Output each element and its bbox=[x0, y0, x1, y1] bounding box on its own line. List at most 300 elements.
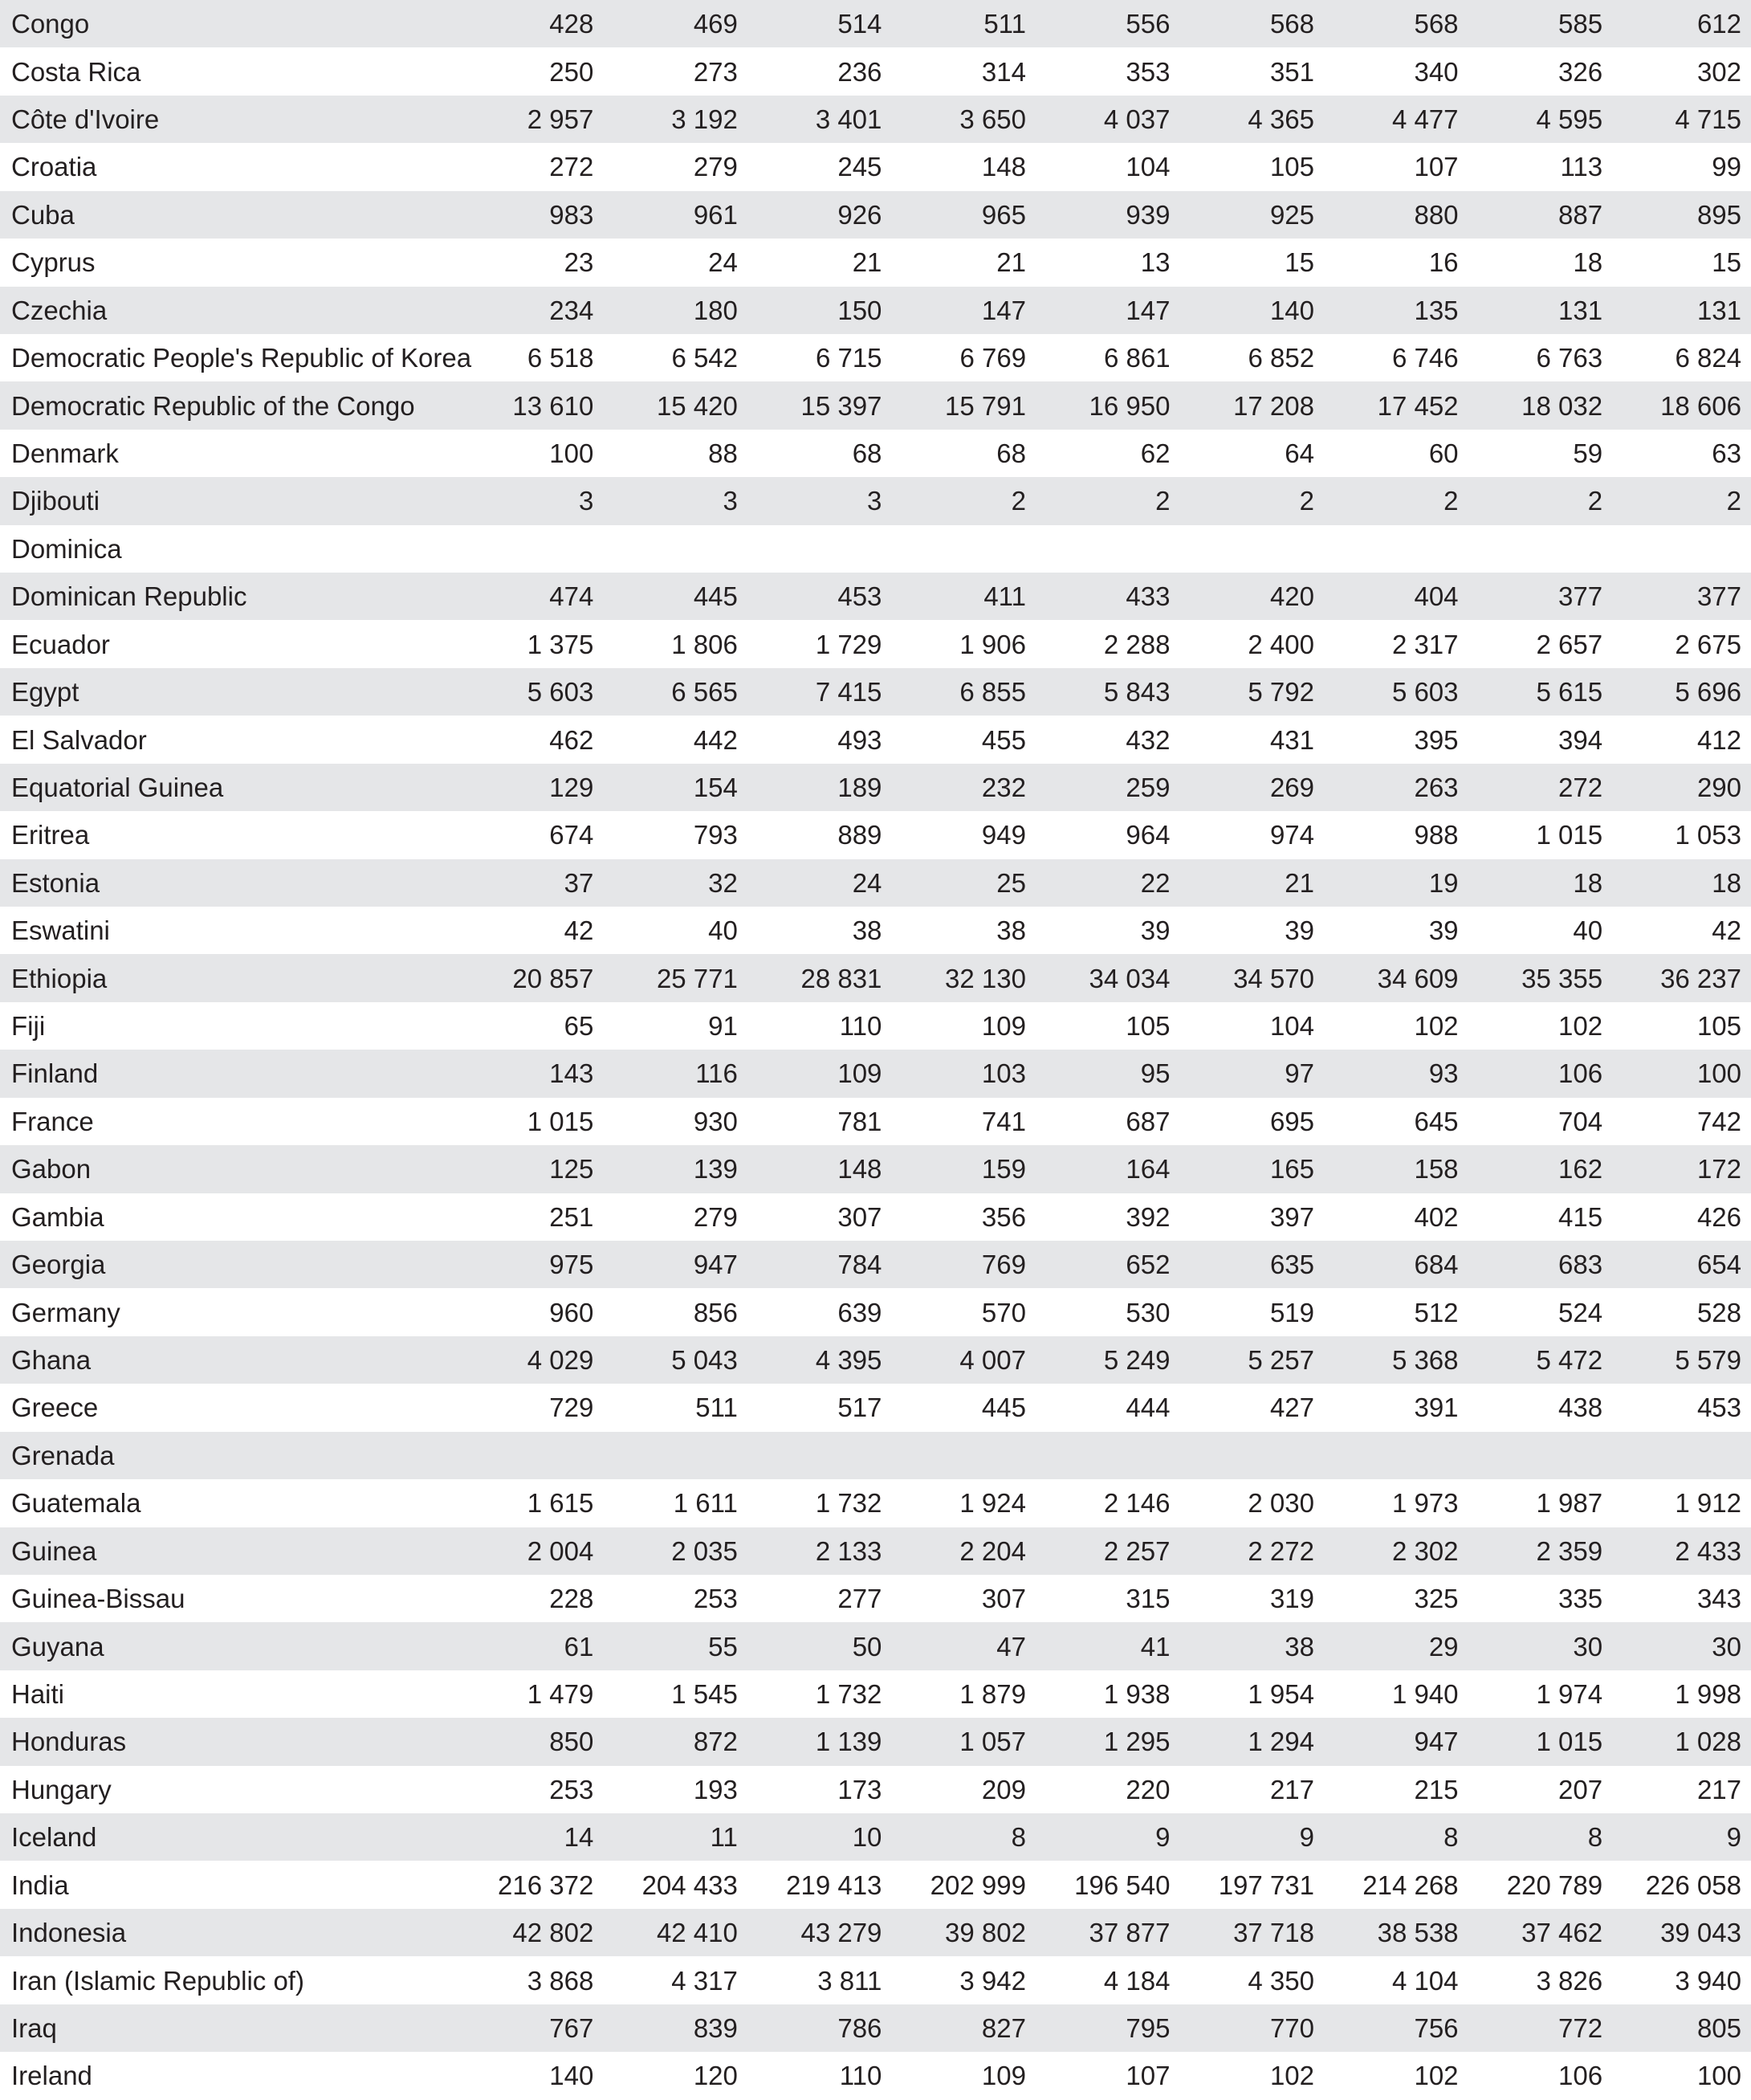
value-cell: 1 729 bbox=[815, 629, 882, 659]
value-cell: 250 bbox=[549, 56, 594, 87]
value-cell: 3 401 bbox=[815, 104, 882, 135]
value-cell: 28 831 bbox=[800, 963, 882, 993]
value-cell: 5 043 bbox=[671, 1345, 738, 1376]
value-cell: 947 bbox=[1414, 1727, 1459, 1757]
table-row bbox=[0, 287, 1751, 334]
value-cell: 251 bbox=[549, 1201, 594, 1232]
value-cell: 3 192 bbox=[671, 104, 738, 135]
value-cell: 6 565 bbox=[671, 677, 738, 707]
value-cell: 988 bbox=[1414, 820, 1459, 850]
value-cell: 895 bbox=[1696, 199, 1741, 230]
value-cell: 1 294 bbox=[1248, 1727, 1314, 1757]
table-row bbox=[0, 1479, 1751, 1527]
table-row bbox=[0, 668, 1751, 716]
value-cell: 42 410 bbox=[656, 1918, 738, 1948]
value-cell: 612 bbox=[1696, 9, 1741, 39]
value-cell: 2 bbox=[1155, 486, 1171, 516]
value-cell: 37 462 bbox=[1521, 1918, 1603, 1948]
value-cell: 5 249 bbox=[1103, 1345, 1171, 1376]
value-cell: 6 861 bbox=[1103, 343, 1171, 373]
value-cell: 35 355 bbox=[1521, 963, 1603, 993]
value-cell: 319 bbox=[1269, 1584, 1314, 1614]
value-cell: 3 868 bbox=[527, 1965, 594, 1996]
value-cell: 469 bbox=[693, 9, 738, 39]
value-cell: 1 611 bbox=[673, 1488, 738, 1519]
value-cell: 511 bbox=[695, 1393, 738, 1423]
value-cell: 850 bbox=[549, 1727, 594, 1757]
country-name-cell: Eswatini bbox=[11, 915, 110, 946]
value-cell: 39 bbox=[1285, 915, 1314, 946]
value-cell: 1 879 bbox=[959, 1678, 1026, 1709]
country-name-cell: Hungary bbox=[11, 1774, 112, 1804]
value-cell: 129 bbox=[549, 772, 594, 802]
value-cell: 42 bbox=[564, 915, 594, 946]
value-cell: 377 bbox=[1696, 581, 1741, 612]
value-cell: 236 bbox=[837, 56, 882, 87]
value-cell: 4 317 bbox=[671, 1965, 738, 1996]
value-cell: 568 bbox=[1414, 9, 1459, 39]
value-cell: 556 bbox=[1126, 9, 1171, 39]
value-cell: 519 bbox=[1269, 1297, 1314, 1327]
value-cell: 411 bbox=[983, 581, 1026, 612]
table-row bbox=[0, 764, 1751, 811]
value-cell: 1 375 bbox=[527, 629, 594, 659]
table-row bbox=[0, 2052, 1751, 2099]
value-cell: 148 bbox=[981, 152, 1026, 182]
table-row bbox=[0, 811, 1751, 858]
value-cell: 139 bbox=[693, 1154, 738, 1185]
country-name-cell: Guinea-Bissau bbox=[11, 1584, 185, 1614]
value-cell: 2 288 bbox=[1103, 629, 1171, 659]
value-cell: 104 bbox=[1269, 1011, 1314, 1042]
value-cell: 2 257 bbox=[1103, 1535, 1171, 1566]
value-cell: 444 bbox=[1126, 1393, 1171, 1423]
value-cell: 392 bbox=[1126, 1201, 1171, 1232]
country-name-cell: Gambia bbox=[11, 1201, 104, 1232]
value-cell: 18 bbox=[1573, 247, 1603, 278]
value-cell: 420 bbox=[1269, 581, 1314, 612]
value-cell: 18 bbox=[1573, 867, 1603, 898]
value-cell: 20 857 bbox=[512, 963, 594, 993]
value-cell: 93 bbox=[1428, 1058, 1459, 1089]
value-cell: 105 bbox=[1269, 152, 1314, 182]
value-cell: 684 bbox=[1414, 1250, 1459, 1280]
value-cell: 4 184 bbox=[1103, 1965, 1171, 1996]
value-cell: 8 bbox=[1587, 1822, 1603, 1853]
country-name-cell: Eritrea bbox=[11, 820, 90, 850]
value-cell: 165 bbox=[1269, 1154, 1314, 1185]
value-cell: 442 bbox=[693, 724, 738, 755]
value-cell: 68 bbox=[996, 438, 1026, 468]
table-row bbox=[0, 1718, 1751, 1765]
value-cell: 4 595 bbox=[1536, 104, 1603, 135]
table-row bbox=[0, 1336, 1751, 1384]
value-cell: 965 bbox=[981, 199, 1026, 230]
value-cell: 209 bbox=[981, 1774, 1026, 1804]
value-cell: 40 bbox=[708, 915, 738, 946]
value-cell: 62 bbox=[1140, 438, 1171, 468]
value-cell: 3 942 bbox=[959, 1965, 1026, 1996]
value-cell: 415 bbox=[1558, 1201, 1603, 1232]
table-row bbox=[0, 334, 1751, 381]
value-cell: 131 bbox=[1696, 295, 1741, 325]
value-cell: 38 bbox=[1285, 1631, 1314, 1662]
value-cell: 18 bbox=[1712, 867, 1741, 898]
value-cell: 880 bbox=[1414, 199, 1459, 230]
value-cell: 1 732 bbox=[815, 1488, 882, 1519]
value-cell: 196 540 bbox=[1074, 1870, 1171, 1900]
value-cell: 1 053 bbox=[1675, 820, 1741, 850]
value-cell: 15 bbox=[1285, 247, 1314, 278]
value-cell: 742 bbox=[1696, 1106, 1741, 1136]
value-cell: 102 bbox=[1558, 1011, 1603, 1042]
value-cell: 215 bbox=[1414, 1774, 1459, 1804]
value-cell: 377 bbox=[1558, 581, 1603, 612]
value-cell: 1 973 bbox=[1391, 1488, 1459, 1519]
value-cell: 769 bbox=[981, 1250, 1026, 1280]
value-cell: 1 015 bbox=[1536, 820, 1603, 850]
value-cell: 925 bbox=[1269, 199, 1314, 230]
country-name-cell: Democratic People's Republic of Korea bbox=[11, 343, 472, 373]
value-cell: 164 bbox=[1126, 1154, 1171, 1185]
value-cell: 4 715 bbox=[1675, 104, 1741, 135]
value-cell: 2 657 bbox=[1536, 629, 1603, 659]
value-cell: 40 bbox=[1573, 915, 1603, 946]
country-name-cell: Côte d'Ivoire bbox=[11, 104, 160, 135]
value-cell: 42 802 bbox=[512, 1918, 594, 1948]
table-row bbox=[0, 716, 1751, 763]
value-cell: 438 bbox=[1558, 1393, 1603, 1423]
value-cell: 326 bbox=[1558, 56, 1603, 87]
value-cell: 474 bbox=[549, 581, 594, 612]
table-row bbox=[0, 191, 1751, 239]
table-row bbox=[0, 1098, 1751, 1145]
value-cell: 109 bbox=[981, 2061, 1026, 2091]
value-cell: 17 452 bbox=[1377, 390, 1459, 421]
value-cell: 767 bbox=[549, 2012, 594, 2043]
value-cell: 335 bbox=[1558, 1584, 1603, 1614]
value-cell: 2 957 bbox=[527, 104, 594, 135]
table-row bbox=[0, 954, 1751, 1001]
value-cell: 2 433 bbox=[1675, 1535, 1741, 1566]
value-cell: 279 bbox=[693, 1201, 738, 1232]
value-cell: 4 365 bbox=[1248, 104, 1314, 135]
country-name-cell: Guinea bbox=[11, 1535, 97, 1566]
value-cell: 793 bbox=[693, 820, 738, 850]
country-name-cell: Ireland bbox=[11, 2061, 92, 2091]
value-cell: 216 372 bbox=[498, 1870, 594, 1900]
value-cell: 16 bbox=[1428, 247, 1459, 278]
value-cell: 343 bbox=[1696, 1584, 1741, 1614]
value-cell: 983 bbox=[549, 199, 594, 230]
value-cell: 315 bbox=[1126, 1584, 1171, 1614]
value-cell: 65 bbox=[564, 1011, 594, 1042]
value-cell: 453 bbox=[837, 581, 882, 612]
value-cell: 704 bbox=[1558, 1106, 1603, 1136]
value-cell: 5 603 bbox=[527, 677, 594, 707]
value-cell: 493 bbox=[837, 724, 882, 755]
value-cell: 2 204 bbox=[959, 1535, 1026, 1566]
value-cell: 11 bbox=[710, 1822, 738, 1853]
value-cell: 1 139 bbox=[815, 1727, 882, 1757]
value-cell: 13 bbox=[1140, 247, 1171, 278]
country-name-cell: Democratic Republic of the Congo bbox=[11, 390, 415, 421]
value-cell: 228 bbox=[549, 1584, 594, 1614]
value-cell: 302 bbox=[1696, 56, 1741, 87]
value-cell: 397 bbox=[1269, 1201, 1314, 1232]
value-cell: 217 bbox=[1269, 1774, 1314, 1804]
value-cell: 193 bbox=[693, 1774, 738, 1804]
value-cell: 6 852 bbox=[1248, 343, 1315, 373]
value-cell: 55 bbox=[708, 1631, 738, 1662]
table-row bbox=[0, 907, 1751, 954]
value-cell: 234 bbox=[549, 295, 594, 325]
value-cell: 786 bbox=[837, 2012, 882, 2043]
table-row bbox=[0, 1909, 1751, 1956]
country-name-cell: Grenada bbox=[11, 1440, 115, 1470]
value-cell: 25 bbox=[996, 867, 1026, 898]
table-row bbox=[0, 96, 1751, 143]
value-cell: 64 bbox=[1285, 438, 1314, 468]
table-row bbox=[0, 573, 1751, 620]
value-cell: 1 015 bbox=[1536, 1727, 1603, 1757]
table-row bbox=[0, 1288, 1751, 1335]
value-cell: 272 bbox=[1558, 772, 1603, 802]
table-row bbox=[0, 525, 1751, 573]
value-cell: 253 bbox=[693, 1584, 738, 1614]
value-cell: 22 bbox=[1140, 867, 1171, 898]
value-cell: 42 bbox=[1712, 915, 1741, 946]
value-cell: 4 029 bbox=[527, 1345, 594, 1376]
value-cell: 839 bbox=[693, 2012, 738, 2043]
value-cell: 105 bbox=[1696, 1011, 1741, 1042]
country-name-cell: Denmark bbox=[11, 438, 119, 468]
value-cell: 21 bbox=[852, 247, 882, 278]
value-cell: 1 806 bbox=[671, 629, 738, 659]
value-cell: 512 bbox=[1414, 1297, 1459, 1327]
value-cell: 272 bbox=[549, 152, 594, 182]
value-cell: 1 940 bbox=[1391, 1678, 1459, 1709]
value-cell: 2 bbox=[1011, 486, 1026, 516]
country-name-cell: Costa Rica bbox=[11, 56, 141, 87]
value-cell: 2 359 bbox=[1536, 1535, 1603, 1566]
value-cell: 220 789 bbox=[1506, 1870, 1603, 1900]
value-cell: 38 538 bbox=[1377, 1918, 1459, 1948]
value-cell: 462 bbox=[549, 724, 594, 755]
value-cell: 207 bbox=[1558, 1774, 1603, 1804]
value-cell: 226 058 bbox=[1645, 1870, 1741, 1900]
value-cell: 1 057 bbox=[959, 1727, 1026, 1757]
value-cell: 91 bbox=[708, 1011, 738, 1042]
value-cell: 15 420 bbox=[656, 390, 738, 421]
value-cell: 154 bbox=[693, 772, 738, 802]
table-row bbox=[0, 1145, 1751, 1193]
country-name-cell: Georgia bbox=[11, 1250, 106, 1280]
value-cell: 2 133 bbox=[815, 1535, 882, 1566]
value-cell: 432 bbox=[1126, 724, 1171, 755]
country-name-cell: Gabon bbox=[11, 1154, 92, 1185]
value-cell: 517 bbox=[837, 1393, 882, 1423]
table-row bbox=[0, 1575, 1751, 1622]
country-name-cell: France bbox=[11, 1106, 94, 1136]
value-cell: 568 bbox=[1269, 9, 1314, 39]
value-cell: 63 bbox=[1712, 438, 1741, 468]
value-cell: 6 824 bbox=[1675, 343, 1742, 373]
country-name-cell: Dominican Republic bbox=[11, 581, 247, 612]
value-cell: 245 bbox=[837, 152, 882, 182]
value-cell: 5 615 bbox=[1536, 677, 1603, 707]
value-cell: 39 bbox=[1428, 915, 1459, 946]
table-row bbox=[0, 1956, 1751, 2004]
country-name-cell: Congo bbox=[11, 9, 90, 39]
country-name-cell: Ethiopia bbox=[11, 963, 108, 993]
value-cell: 639 bbox=[837, 1297, 882, 1327]
value-cell: 197 731 bbox=[1218, 1870, 1314, 1900]
value-cell: 431 bbox=[1269, 724, 1314, 755]
value-cell: 6 769 bbox=[959, 343, 1027, 373]
value-cell: 173 bbox=[837, 1774, 882, 1804]
value-cell: 269 bbox=[1269, 772, 1314, 802]
value-cell: 50 bbox=[852, 1631, 882, 1662]
value-cell: 887 bbox=[1558, 199, 1603, 230]
value-cell: 15 791 bbox=[945, 390, 1026, 421]
value-cell: 585 bbox=[1558, 9, 1603, 39]
table-row bbox=[0, 381, 1751, 429]
value-cell: 150 bbox=[837, 295, 882, 325]
value-cell: 1 974 bbox=[1536, 1678, 1603, 1709]
country-name-cell: Fiji bbox=[11, 1011, 46, 1042]
value-cell: 106 bbox=[1558, 1058, 1603, 1089]
value-cell: 939 bbox=[1126, 199, 1171, 230]
value-cell: 34 609 bbox=[1377, 963, 1459, 993]
value-cell: 2 146 bbox=[1103, 1488, 1171, 1519]
value-cell: 15 bbox=[1712, 247, 1741, 278]
country-name-cell: Iraq bbox=[11, 2012, 57, 2043]
value-cell: 2 030 bbox=[1248, 1488, 1314, 1519]
value-cell: 37 718 bbox=[1233, 1918, 1314, 1948]
value-cell: 6 763 bbox=[1536, 343, 1603, 373]
value-cell: 8 bbox=[1011, 1822, 1026, 1853]
value-cell: 5 579 bbox=[1675, 1345, 1741, 1376]
value-cell: 445 bbox=[693, 581, 738, 612]
value-cell: 687 bbox=[1126, 1106, 1171, 1136]
value-cell: 570 bbox=[981, 1297, 1026, 1327]
country-name-cell: India bbox=[11, 1870, 69, 1900]
value-cell: 3 811 bbox=[817, 1965, 882, 1996]
value-cell: 7 415 bbox=[815, 677, 882, 707]
value-cell: 1 615 bbox=[527, 1488, 594, 1519]
value-cell: 9 bbox=[1155, 1822, 1171, 1853]
value-cell: 140 bbox=[1269, 295, 1314, 325]
country-name-cell: Germany bbox=[11, 1297, 120, 1327]
value-cell: 23 bbox=[564, 247, 594, 278]
value-cell: 683 bbox=[1558, 1250, 1603, 1280]
value-cell: 528 bbox=[1696, 1297, 1741, 1327]
value-cell: 9 bbox=[1299, 1822, 1314, 1853]
value-cell: 1 987 bbox=[1536, 1488, 1603, 1519]
value-cell: 180 bbox=[693, 295, 738, 325]
value-cell: 21 bbox=[1285, 867, 1314, 898]
value-cell: 5 603 bbox=[1391, 677, 1459, 707]
country-name-cell: Croatia bbox=[11, 152, 97, 182]
value-cell: 32 130 bbox=[945, 963, 1026, 993]
value-cell: 770 bbox=[1269, 2012, 1314, 2043]
country-name-cell: Guatemala bbox=[11, 1488, 141, 1519]
value-cell: 37 877 bbox=[1089, 1918, 1171, 1948]
country-name-cell: Guyana bbox=[11, 1631, 104, 1662]
table-row bbox=[0, 143, 1751, 190]
value-cell: 428 bbox=[549, 9, 594, 39]
value-cell: 259 bbox=[1126, 772, 1171, 802]
value-cell: 273 bbox=[693, 56, 738, 87]
value-cell: 162 bbox=[1558, 1154, 1603, 1185]
value-cell: 140 bbox=[549, 2061, 594, 2091]
value-cell: 674 bbox=[549, 820, 594, 850]
value-cell: 3 bbox=[578, 486, 594, 516]
value-cell: 214 268 bbox=[1362, 1870, 1459, 1900]
value-cell: 4 477 bbox=[1391, 104, 1459, 135]
value-cell: 4 104 bbox=[1391, 1965, 1459, 1996]
country-name-cell: Iran (Islamic Republic of) bbox=[11, 1965, 304, 1996]
value-cell: 5 472 bbox=[1536, 1345, 1603, 1376]
value-cell: 353 bbox=[1126, 56, 1171, 87]
value-cell: 1 479 bbox=[527, 1678, 594, 1709]
country-name-cell: Estonia bbox=[11, 867, 100, 898]
value-cell: 19 bbox=[1428, 867, 1459, 898]
value-cell: 856 bbox=[693, 1297, 738, 1327]
value-cell: 695 bbox=[1269, 1106, 1314, 1136]
value-cell: 325 bbox=[1414, 1584, 1459, 1614]
value-cell: 975 bbox=[549, 1250, 594, 1280]
value-cell: 204 433 bbox=[641, 1870, 738, 1900]
value-cell: 3 826 bbox=[1536, 1965, 1603, 1996]
value-cell: 8 bbox=[1444, 1822, 1459, 1853]
value-cell: 39 bbox=[1140, 915, 1171, 946]
value-cell: 930 bbox=[693, 1106, 738, 1136]
value-cell: 95 bbox=[1140, 1058, 1171, 1089]
value-cell: 635 bbox=[1269, 1250, 1314, 1280]
value-cell: 14 bbox=[564, 1822, 594, 1853]
value-cell: 30 bbox=[1573, 1631, 1603, 1662]
value-cell: 100 bbox=[549, 438, 594, 468]
country-name-cell: Ecuador bbox=[11, 629, 110, 659]
table-row bbox=[0, 1766, 1751, 1813]
value-cell: 17 208 bbox=[1233, 390, 1314, 421]
value-cell: 524 bbox=[1558, 1297, 1603, 1327]
value-cell: 307 bbox=[837, 1201, 882, 1232]
value-cell: 16 950 bbox=[1089, 390, 1171, 421]
table-row bbox=[0, 239, 1751, 286]
value-cell: 645 bbox=[1414, 1106, 1459, 1136]
value-cell: 2 bbox=[1726, 486, 1741, 516]
table-row bbox=[0, 620, 1751, 667]
value-cell: 654 bbox=[1696, 1250, 1741, 1280]
value-cell: 39 043 bbox=[1660, 1918, 1741, 1948]
value-cell: 290 bbox=[1696, 772, 1741, 802]
table-row bbox=[0, 1050, 1751, 1097]
value-cell: 404 bbox=[1414, 581, 1459, 612]
country-name-cell: Greece bbox=[11, 1393, 99, 1423]
value-cell: 106 bbox=[1558, 2061, 1603, 2091]
value-cell: 148 bbox=[837, 1154, 882, 1185]
value-cell: 453 bbox=[1696, 1393, 1741, 1423]
value-cell: 15 397 bbox=[800, 390, 882, 421]
value-cell: 1 954 bbox=[1248, 1678, 1314, 1709]
value-cell: 232 bbox=[981, 772, 1026, 802]
value-cell: 107 bbox=[1414, 152, 1459, 182]
value-cell: 202 999 bbox=[930, 1870, 1026, 1900]
value-cell: 116 bbox=[695, 1058, 738, 1089]
